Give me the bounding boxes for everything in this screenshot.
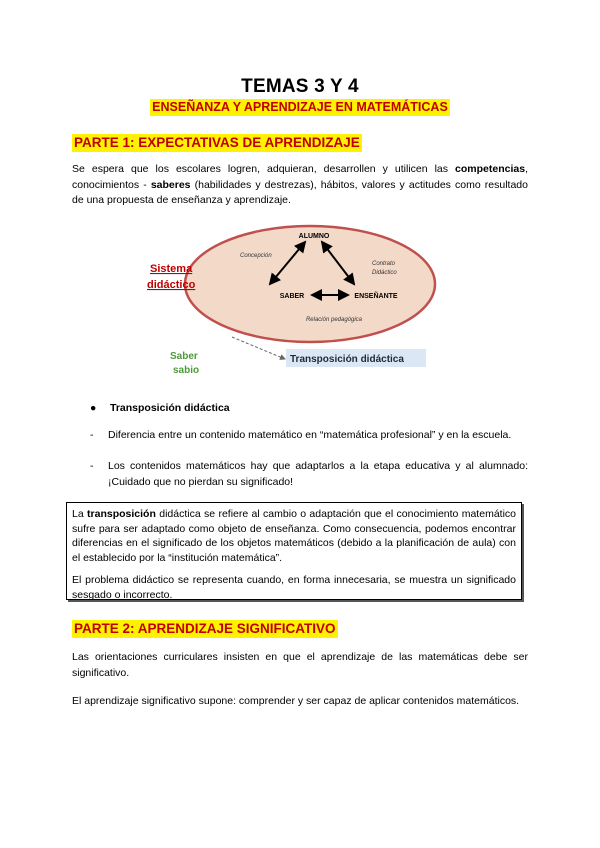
node-alumno: ALUMNO — [298, 233, 330, 240]
label-relacion: Relación pedagógica — [305, 317, 363, 323]
node-ensenante: ENSEÑANTE — [354, 293, 398, 300]
system-label-line1: Sistema — [150, 263, 193, 275]
section2-heading: PARTE 2: APRENDIZAJE SIGNIFICATIVO — [74, 621, 336, 636]
dash-item — [72, 428, 528, 459]
section2-paragraph-1: Las orientaciones curriculares insisten en que el aprendizaje de las matemáticas debe ser significativo. — [72, 651, 528, 679]
bullet-item — [90, 402, 230, 414]
saber-sabio-line1: Saber — [170, 351, 198, 362]
box-paragraph-2: El problema didáctico se representa cuando, en forma innecesaria, se muestra un significado sesgado o incorrecto. — [72, 574, 516, 601]
intro-text-1: Se espera que los escolares logren, adquieran, desarrollen y utilicen las — [72, 163, 456, 175]
didactic-system-diagram — [140, 222, 440, 382]
intro-bold-competencias: competencias — [455, 163, 526, 175]
box-paragraph-1 — [72, 507, 516, 565]
dash-marker: - — [90, 429, 94, 441]
section2-paragraph-2: El aprendizaje significativo supone: comprender y ser capaz de aplicar contenidos matemáticos. — [72, 695, 520, 707]
node-saber: SABER — [279, 293, 305, 300]
dash-marker: - — [90, 460, 94, 472]
section1-intro — [72, 162, 528, 209]
system-label-line2: didáctico — [147, 279, 196, 291]
saber-sabio-line2: sabio — [173, 365, 200, 376]
dash-item-text: Los contenidos matemáticos hay que adaptarlos a la etapa educativa y al alumnado: ¡Cuidado que no pierdan su significado! — [108, 460, 528, 488]
bullet-dot: ● — [90, 402, 97, 414]
label-concepcion: Concepción — [240, 253, 272, 259]
bullet-heading: Transposición didáctica — [110, 402, 230, 414]
subtitle-wrapper — [0, 98, 600, 116]
section1-heading: PARTE 1: EXPECTATIVAS DE APRENDIZAJE — [74, 135, 360, 150]
box-p1-pre: La — [72, 508, 88, 520]
label-contrato-line1: Contrato — [372, 261, 396, 267]
box-p1-post: didáctica se refiere al cambio o adaptación que el conocimiento matemático sufre para ser adaptado como objeto de enseñanza. Como consecuencia, podemos encontrar diferencias en el significado de los objetos matemáticos (debido a la planificación de aula) con el establecido por la “institución matemática”. — [72, 508, 516, 564]
dash-item — [72, 459, 528, 490]
document-title: TEMAS 3 Y 4 — [241, 76, 359, 97]
intro-text-2: , conocimientos - — [72, 163, 528, 191]
definition-box — [66, 502, 522, 600]
box-p1-bold: transposición — [87, 508, 156, 520]
system-ellipse — [185, 226, 435, 342]
transposicion-box-label: Transposición didáctica — [290, 354, 404, 365]
label-contrato-line2: Didáctico — [372, 270, 397, 276]
document-subtitle: ENSEÑANZA Y APRENDIZAJE EN MATEMÁTICAS — [152, 100, 448, 114]
dash-item-text: Diferencia entre un contenido matemático en “matemática profesional” y en la escuela. — [108, 429, 512, 441]
intro-text-3: (habilidades y destrezas), hábitos, valores y actitudes como resultado de una propuesta de enseñanza y aprendizaje. — [72, 178, 528, 206]
intro-bold-saberes: saberes — [150, 178, 191, 191]
